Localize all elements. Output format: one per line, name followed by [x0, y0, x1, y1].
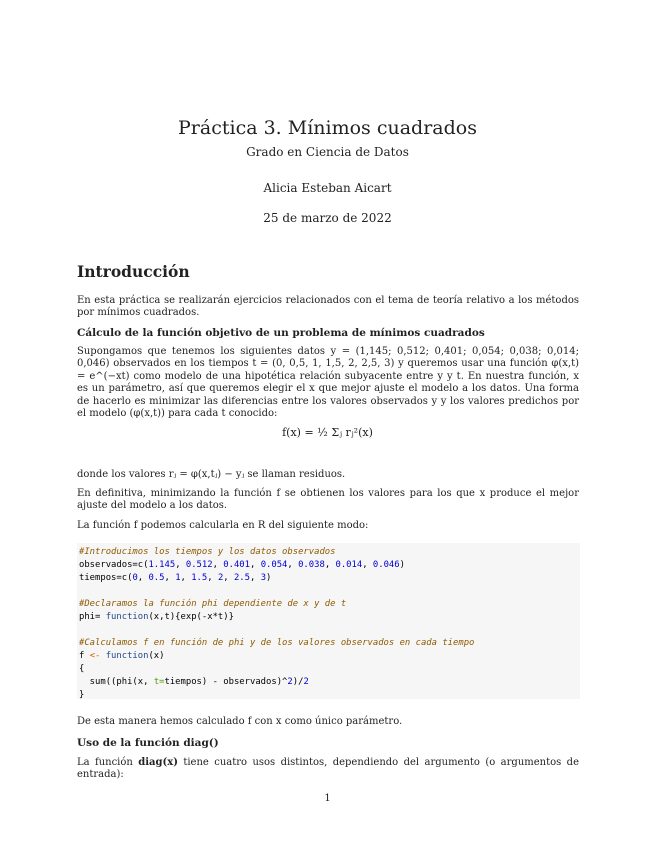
subsection-heading-objective: Cálculo de la función objetivo de un problema de mínimos cuadrados — [77, 327, 485, 339]
code-comment: #Declaramos la función phi dependiente de x y de t — [79, 599, 347, 609]
data-description-paragraph: Supongamos que tenemos los siguientes datos y = (1,145; 0,512; 0,401; 0,054; 0,038; 0,014; 0,046) observados en los tiempos t = (0, 0,5, 1, 1,5, 2, 2,5, 3) y queremos usar una función φ(x,t) = e^(−xt) como modelo de una hipotética relación subyacente entre y y t. En nuestra función, x es un parámetro, así que queremos elegir el x que mejor ajuste el modelo a los datos. Una forma de hacerlo es minimizar las diferencias entre los valores observados y y los valores predichos por el modelo (φ(x,t)) para cada t conocido: — [77, 346, 579, 420]
obs-value: 0.014 — [335, 560, 363, 570]
diag-paragraph: La función diag(x) tiene cuatro usos distintos, dependiendo del argumento (o argumentos de entrada): — [77, 757, 579, 781]
code-block: #Introducimos los tiempos y los datos observados observados=c(1.145, 0.512, 0.401, 0.054, 0.038, 0.014, 0.046) tiempos=c(0, 0.5, 1, 1.5, 2, 2.5, 3) #Declaramos la función phi dependiente de x y de t phi= function(x,t){exp(-x*t)} #Calculamos f en función de phi y de los valores observados en cada tiempo f <- function(x) { sum((phi(x, t=tiempos) - observados)^2)/2 } — [77, 543, 580, 699]
paper-subtitle: Grado en Ciencia de Datos — [246, 145, 409, 159]
section-heading-intro: Introducción — [77, 262, 190, 281]
obs-value: 1.145 — [148, 560, 176, 570]
time-value: 1.5 — [191, 573, 208, 583]
intro-paragraph: En esta práctica se realizarán ejercicios relacionados con el tema de teoría relativo a los métodos por mínimos cuadrados. — [77, 295, 579, 319]
page-number: 1 — [324, 793, 331, 804]
date: 25 de marzo de 2022 — [263, 211, 392, 225]
time-value: 0.5 — [148, 573, 165, 583]
time-value: 3 — [260, 573, 267, 583]
conclusion-paragraph: De esta manera hemos calculado f con x como único parámetro. — [77, 716, 403, 727]
time-value: 1 — [175, 573, 181, 583]
paper-title: Práctica 3. Mínimos cuadrados — [178, 117, 477, 139]
r-intro-paragraph: La función f podemos calcularla en R del siguiente modo: — [77, 520, 369, 531]
obs-value: 0.046 — [372, 560, 400, 570]
subsection-heading-diag: Uso de la función diag() — [77, 737, 219, 749]
minimization-paragraph: En definitiva, minimizando la función f se obtienen los valores para los que x produce el mejor ajuste del modelo a los datos. — [77, 488, 579, 512]
author: Alicia Esteban Aicart — [263, 181, 392, 195]
code-comment: #Introducimos los tiempos y los datos observados — [79, 547, 336, 557]
obs-value: 0.512 — [185, 560, 213, 570]
obs-value: 0.038 — [298, 560, 325, 570]
time-value: 2.5 — [233, 573, 250, 583]
residuals-paragraph: donde los valores rⱼ = φ(x,tⱼ) − yⱼ se llaman residuos. — [77, 469, 346, 480]
obs-value: 0.401 — [223, 560, 250, 570]
time-value: 2 — [217, 573, 224, 583]
code-comment: #Calculamos f en función de phi y de los valores observados en cada tiempo — [79, 638, 475, 648]
time-value: 0 — [132, 573, 138, 583]
obs-value: 0.054 — [260, 560, 288, 570]
objective-equation: f(x) = ½ Σⱼ rⱼ²(x) — [282, 426, 373, 439]
